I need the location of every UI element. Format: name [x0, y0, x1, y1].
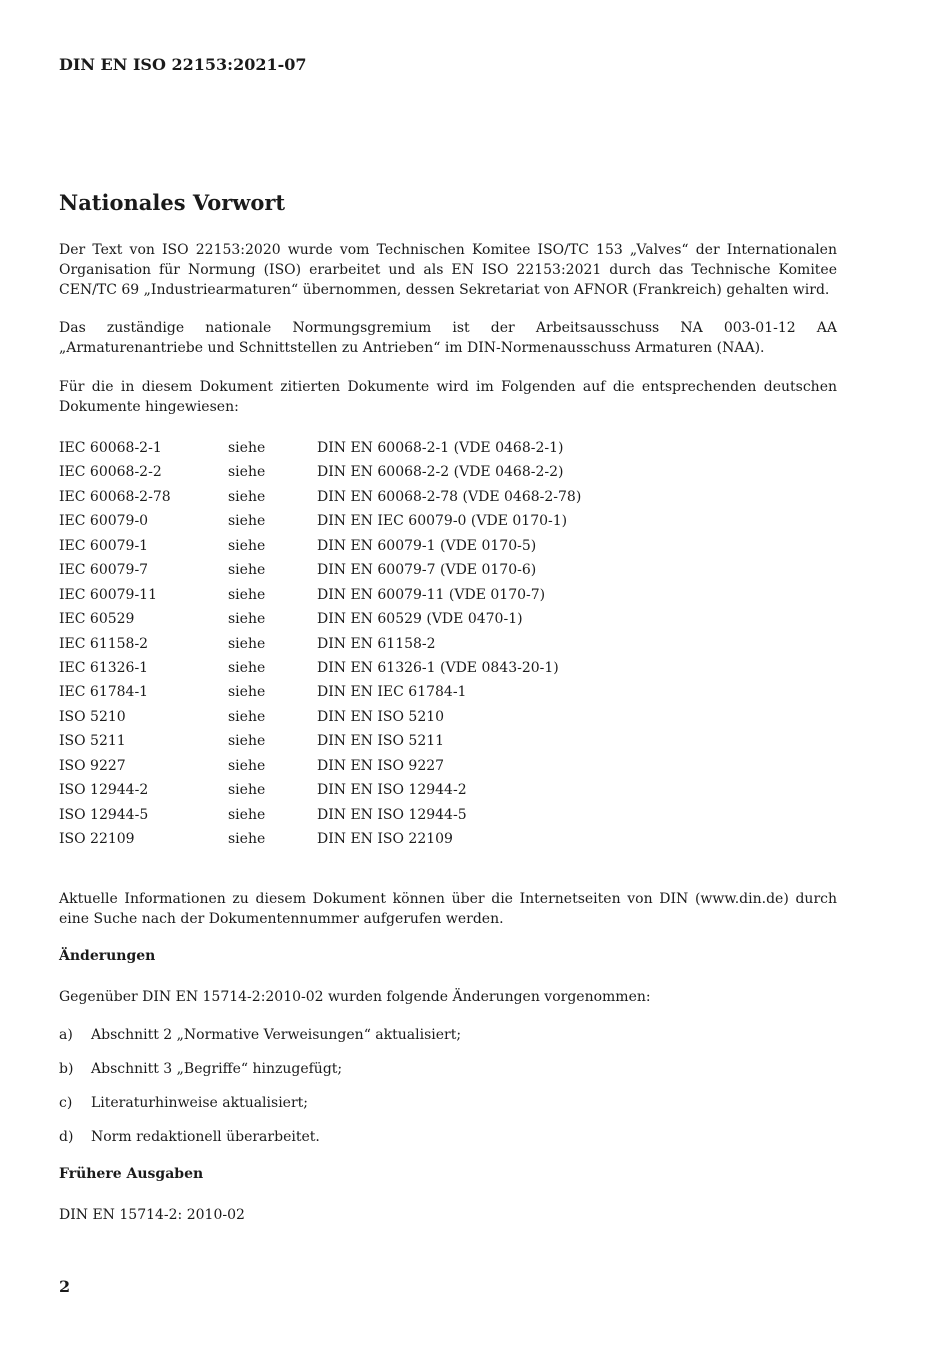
list-item [59, 1025, 461, 1059]
list-item-text: Norm redaktionell überarbeitet. [91, 1129, 320, 1145]
reference-see: siehe [228, 464, 266, 481]
paragraph-online-info: Aktuelle Informationen zu diesem Dokument können über die Internetseiten von DIN (www.din.de) durch eine Suche nach der Dokumentennummer aufgerufen werden. [59, 891, 837, 927]
reference-see: siehe [228, 757, 266, 774]
list-item [59, 1093, 461, 1127]
reference-target: DIN EN ISO 12944-2 [317, 782, 467, 799]
reference-target: DIN EN 60529 (VDE 0470-1) [317, 611, 523, 628]
table-row [59, 729, 581, 753]
list-item-text: Abschnitt 3 „Begriffe“ hinzugefügt; [91, 1061, 343, 1077]
reference-source: IEC 60068-2-2 [59, 464, 162, 481]
paragraph-national-body [59, 318, 837, 358]
reference-see: siehe [228, 659, 266, 676]
changes-list [59, 1025, 461, 1161]
list-marker: d) [59, 1129, 74, 1145]
reference-source: IEC 60068-2-1 [59, 440, 162, 456]
previous-editions-heading: Frühere Ausgaben [59, 1166, 204, 1182]
list-marker: b) [59, 1061, 74, 1077]
table-row [59, 460, 581, 484]
reference-target: DIN EN ISO 12944-5 [317, 806, 467, 823]
changes-heading: Änderungen [59, 948, 156, 964]
reference-target: DIN EN IEC 60079-0 (VDE 0170-1) [317, 513, 568, 530]
list-item-text: Abschnitt 2 „Normative Verweisungen“ aktualisiert; [91, 1027, 462, 1043]
reference-see: siehe [228, 733, 266, 750]
reference-source: IEC 60079-0 [59, 513, 149, 530]
reference-target: DIN EN 60079-1 (VDE 0170-5) [317, 537, 537, 554]
reference-source: ISO 12944-5 [59, 806, 149, 823]
reference-see: siehe [228, 806, 266, 823]
previous-editions-text: DIN EN 15714-2: 2010-02 [59, 1207, 245, 1223]
table-row [59, 754, 581, 778]
reference-source: IEC 60079-11 [59, 586, 157, 603]
reference-target: DIN EN 60068-2-78 (VDE 0468-2-78) [317, 488, 582, 505]
reference-see: siehe [228, 831, 266, 847]
reference-target: DIN EN ISO 22109 [317, 831, 453, 847]
reference-see: siehe [228, 513, 266, 530]
list-marker: c) [59, 1095, 73, 1111]
table-row [59, 827, 581, 851]
reference-source: ISO 5211 [59, 733, 126, 750]
table-row [59, 778, 581, 802]
reference-see: siehe [228, 488, 266, 505]
reference-target: DIN EN 60079-7 (VDE 0170-6) [317, 562, 537, 579]
reference-target: DIN EN 60079-11 (VDE 0170-7) [317, 586, 546, 603]
reference-source: IEC 61326-1 [59, 659, 149, 676]
reference-see: siehe [228, 635, 266, 652]
reference-source: IEC 60079-7 [59, 562, 149, 579]
reference-see: siehe [228, 586, 266, 603]
list-item-text: Literaturhinweise aktualisiert; [91, 1095, 308, 1111]
reference-target: DIN EN ISO 5210 [317, 708, 445, 725]
reference-table [59, 436, 581, 851]
reference-target: DIN EN 60068-2-2 (VDE 0468-2-2) [317, 464, 564, 481]
reference-source: IEC 61784-1 [59, 684, 149, 701]
reference-source: IEC 60079-1 [59, 537, 149, 554]
reference-target: DIN EN 61158-2 [317, 635, 436, 652]
table-row [59, 558, 581, 582]
reference-source: ISO 22109 [59, 831, 135, 847]
changes-intro: Gegenüber DIN EN 15714-2:2010-02 wurden folgende Änderungen vorgenommen: [59, 989, 651, 1005]
table-row [59, 607, 581, 631]
reference-target: DIN EN ISO 9227 [317, 757, 445, 774]
reference-see: siehe [228, 611, 266, 628]
reference-see: siehe [228, 684, 266, 701]
reference-target: DIN EN 60068-2-1 (VDE 0468-2-1) [317, 440, 564, 456]
table-row [59, 632, 581, 656]
reference-source: ISO 12944-2 [59, 782, 149, 799]
reference-target: DIN EN IEC 61784-1 [317, 684, 467, 701]
table-row [59, 680, 581, 704]
reference-see: siehe [228, 562, 266, 579]
table-row [59, 705, 581, 729]
reference-source: IEC 60529 [59, 611, 135, 628]
reference-target: DIN EN ISO 5211 [317, 733, 445, 750]
table-row [59, 534, 581, 558]
paragraph-references-intro: Für die in diesem Dokument zitierten Dokumente wird im Folgenden auf die entsprechenden deutschen Dokumente hingewiesen: [59, 379, 837, 415]
table-row [59, 436, 581, 460]
reference-source: ISO 5210 [59, 708, 126, 725]
page-number: 2 [59, 1277, 71, 1296]
reference-see: siehe [228, 440, 266, 456]
reference-see: siehe [228, 537, 266, 554]
table-row [59, 656, 581, 680]
document-id-header: DIN EN ISO 22153:2021-07 [59, 55, 307, 74]
reference-source: ISO 9227 [59, 757, 126, 774]
reference-source: IEC 60068-2-78 [59, 488, 171, 505]
paragraph-national-body-line2: „Armaturenantriebe und Schnittstellen zu Antrieben“ im DIN-Normenausschuss Armaturen (NAA). [59, 340, 765, 356]
reference-see: siehe [228, 708, 266, 725]
list-item [59, 1127, 461, 1161]
table-row [59, 583, 581, 607]
list-marker: a) [59, 1027, 73, 1043]
table-row [59, 485, 581, 509]
table-row [59, 803, 581, 827]
reference-target: DIN EN 61326-1 (VDE 0843-20-1) [317, 659, 559, 676]
list-item [59, 1059, 461, 1093]
page-title: Nationales Vorwort [59, 190, 286, 215]
reference-see: siehe [228, 782, 266, 799]
paragraph-national-body-line1: Das zuständige nationale Normungsgremium ist der Arbeitsausschuss NA 003-01-12 AA [59, 320, 837, 336]
reference-source: IEC 61158-2 [59, 635, 149, 652]
table-row [59, 509, 581, 533]
paragraph-committee: Der Text von ISO 22153:2020 wurde vom Technischen Komitee ISO/TC 153 „Valves“ der Internationalen Organisation für Normung (ISO) erarbeitet und als EN ISO 22153:2021 durch das Technische Komitee CEN/TC 69 „Industriearmaturen“ übernommen, dessen Sekretariat von AFNOR (Frankreich) gehalten wird. [59, 242, 837, 298]
